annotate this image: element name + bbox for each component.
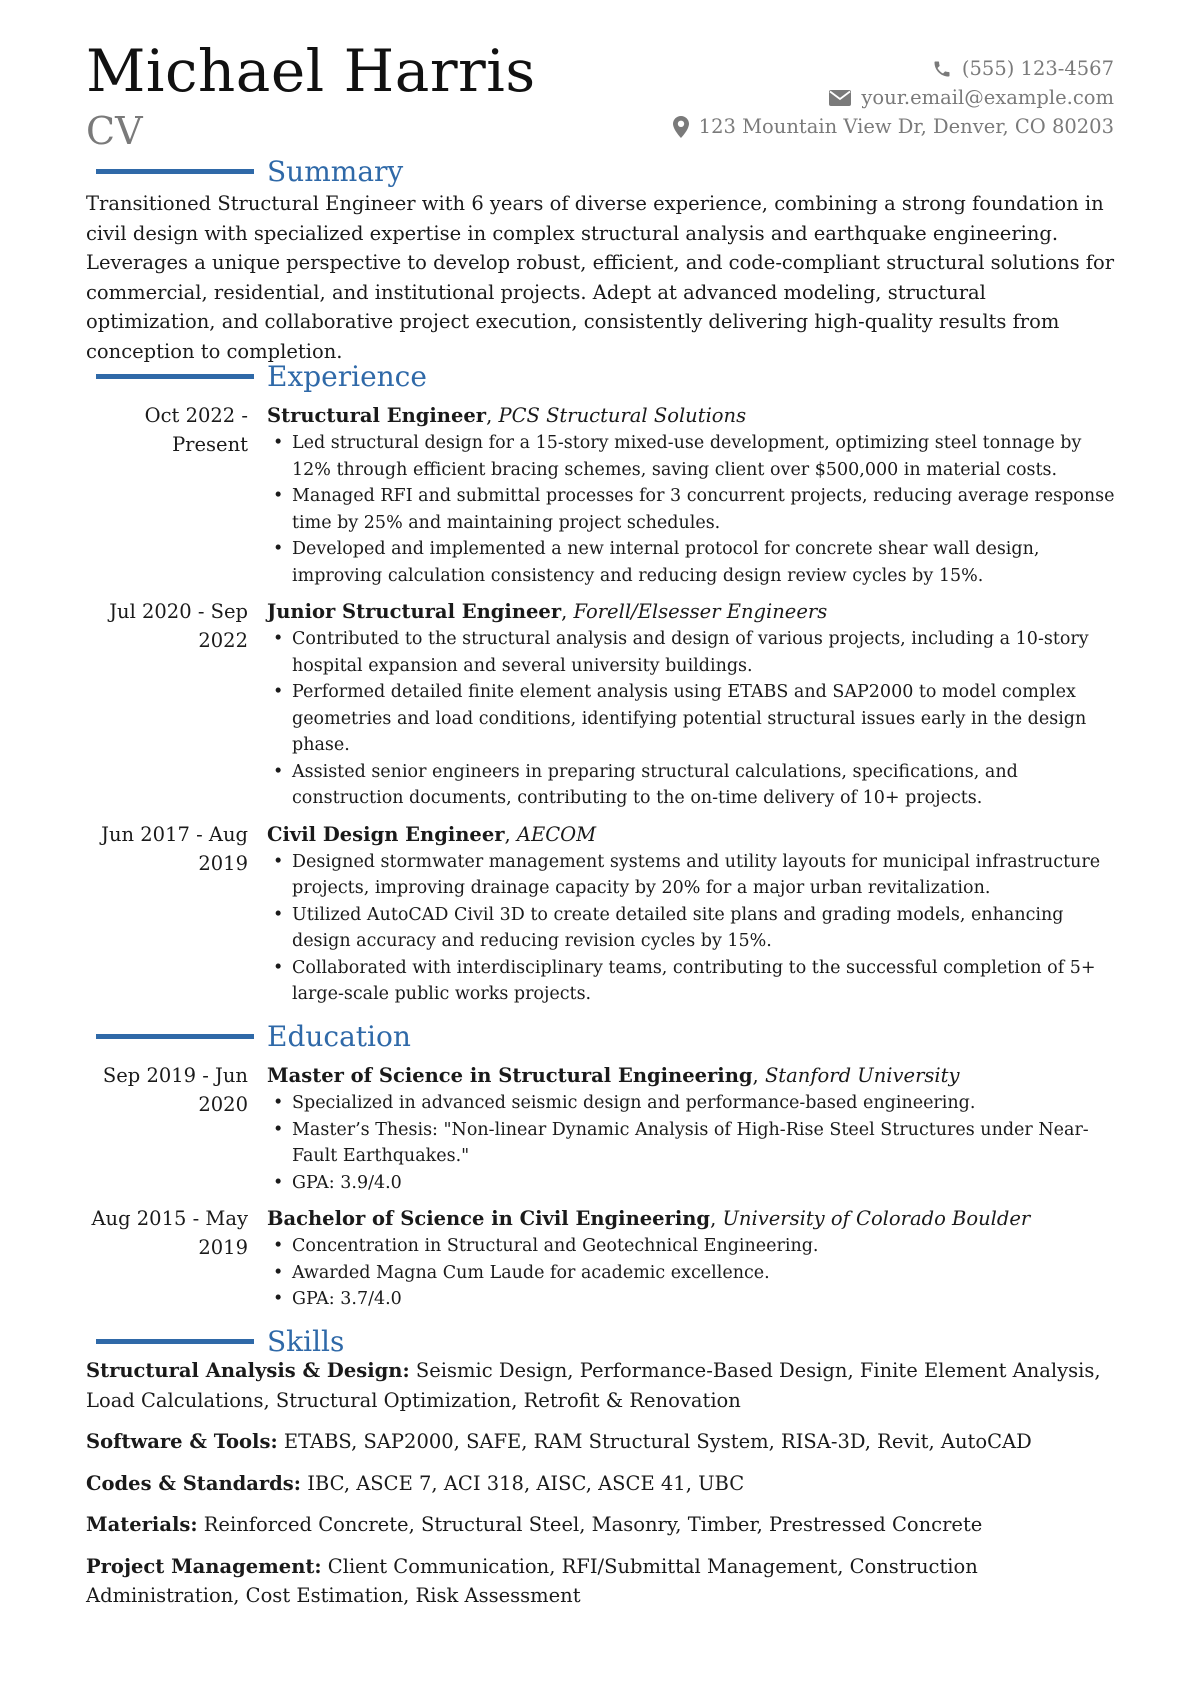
contact-email-row — [673, 83, 1114, 112]
bullet-text: Led structural design for a 15-story mixed-use development, optimizing steel tonnage by 12% through efficient bracing schemes, saving client over $500,000 in material costs. — [292, 433, 1082, 480]
bullet-dot-icon: • — [273, 1119, 284, 1140]
skill-items: Seismic Design, Performance-Based Design, Finite Element Analysis, Load Calculations, Structural Optimization, Retrofit & Renovation — [86, 1359, 1101, 1412]
entry-title: Bachelor of Science in Civil Engineering — [267, 1207, 711, 1230]
skill-items: Reinforced Concrete, Structural Steel, Masonry, Timber, Prestressed Concrete — [203, 1513, 983, 1536]
document-subtitle: CV — [86, 109, 143, 153]
section-title: Experience — [267, 360, 427, 393]
skills-section — [86, 1325, 1116, 1623]
bullet-text: GPA: 3.7/4.0 — [292, 1289, 402, 1309]
bullet-item — [267, 759, 1116, 812]
bullet-item — [267, 1117, 1116, 1170]
summary-section — [86, 155, 1116, 366]
bullet-text: Contributed to the structural analysis and design of various projects, including a 10-story hospital expansion and several university buildings. — [292, 629, 1089, 676]
email-link[interactable]: your.email@example.com — [861, 86, 1114, 109]
map-marker-icon — [673, 116, 689, 138]
skill-group — [86, 1510, 1116, 1540]
education-entry — [86, 1061, 1116, 1196]
entry-date: Jun 2017 - Aug 2019 — [101, 822, 248, 875]
bullet-list — [267, 1233, 1116, 1313]
bullet-item — [267, 849, 1116, 902]
candidate-name: Michael Harris — [86, 37, 536, 105]
skill-items: IBC, ASCE 7, ACI 318, AISC, ASCE 41, UBC — [307, 1471, 745, 1495]
education-section — [86, 1020, 1116, 1313]
skill-items: ETABS, SAP2000, SAFE, RAM Structural System, RISA-3D, Revit, AutoCAD — [283, 1430, 1032, 1453]
bullet-item — [267, 536, 1116, 589]
bullet-text: Specialized in advanced seismic design and performance-based engineering. — [292, 1093, 976, 1113]
bullet-dot-icon: • — [273, 957, 284, 978]
summary-text: Transitioned Structural Engineer with 6 years of diverse experience, combining a strong foundation in civil design with specialized expertise in complex structural analysis and earthquake engineering. Leverages a unique perspective to develop robust, efficient, and code-compliant structural solutions for commercial, residential, and institutional projects. Adept at advanced modeling, structural optimization, and collaborative project execution, consistently delivering high-quality results from conception to completion. — [86, 192, 1115, 363]
bullet-dot-icon: • — [273, 1289, 284, 1309]
bullet-item — [267, 1170, 1116, 1197]
bullet-item — [267, 1260, 1116, 1287]
section-title: Skills — [267, 1325, 345, 1358]
section-accent-bar — [96, 374, 254, 379]
bullet-dot-icon: • — [273, 539, 284, 559]
entry-body — [267, 401, 1116, 589]
skill-label: Structural Analysis & Design: — [86, 1359, 410, 1382]
section-header — [86, 360, 1116, 394]
bullet-list — [267, 849, 1116, 1008]
entry-title: Junior Structural Engineer — [267, 600, 562, 623]
bullet-dot-icon: • — [273, 1093, 284, 1113]
bullet-text: Developed and implemented a new internal protocol for concrete shear wall design, improving calculation consistency and reducing design review cycles by 15%. — [292, 539, 1040, 586]
education-entry — [86, 1204, 1116, 1313]
bullet-item — [267, 1286, 1116, 1313]
skills-list — [86, 1356, 1116, 1611]
bullet-item — [267, 430, 1116, 483]
section-header — [86, 1020, 1116, 1054]
bullet-list — [267, 626, 1116, 812]
section-title: Summary — [267, 155, 404, 188]
bullet-text: Collaborated with interdisciplinary teams, contributing to the successful completion of 5+ large-scale public works projects. — [292, 957, 1096, 1004]
bullet-text: Managed RFI and submittal processes for 3 concurrent projects, reducing average response time by 25% and maintaining project schedules. — [292, 486, 1115, 533]
bullet-item — [267, 483, 1116, 536]
entry-body — [267, 820, 1116, 1008]
skill-group — [86, 1356, 1116, 1415]
phone-icon — [932, 59, 952, 79]
skill-group — [86, 1427, 1116, 1457]
section-accent-bar — [96, 169, 254, 174]
entry-heading: Master of Science in Structural Engineering, Stanford University — [267, 1064, 960, 1087]
skill-items: Client Communication, RFI/Submittal Management, Construction Administration, Cost Estimation, Risk Assessment — [86, 1554, 978, 1607]
bullet-item — [267, 1233, 1116, 1260]
bullet-dot-icon: • — [273, 433, 284, 453]
entry-heading: Bachelor of Science in Civil Engineering, University of Colorado Boulder — [267, 1207, 1031, 1230]
bullet-text: Performed detailed finite element analysis using ETABS and SAP2000 to model complex geometries and load conditions, identifying potential structural issues early in the design phase. — [292, 682, 1087, 755]
entry-body — [267, 1061, 1116, 1196]
bullet-list — [267, 430, 1116, 589]
skill-label: Software & Tools: — [86, 1430, 278, 1453]
bullet-dot-icon: • — [273, 486, 284, 506]
experience-list — [86, 401, 1116, 1008]
entry-date: Oct 2022 - Present — [144, 404, 248, 456]
skill-group — [86, 1552, 1116, 1611]
section-accent-bar — [96, 1339, 254, 1344]
section-header — [86, 155, 1116, 189]
education-list — [86, 1061, 1116, 1313]
entry-title: Structural Engineer — [267, 404, 487, 427]
entry-date: Aug 2015 - May 2019 — [91, 1207, 248, 1259]
bullet-dot-icon: • — [273, 682, 284, 702]
experience-entry — [86, 820, 1116, 1008]
bullet-item — [267, 955, 1116, 1008]
envelope-icon — [829, 90, 851, 106]
skill-label: Codes & Standards: — [86, 1471, 301, 1495]
entry-heading: Structural Engineer, PCS Structural Solutions — [267, 404, 747, 427]
section-title: Education — [267, 1020, 411, 1053]
skill-label: Project Management: — [86, 1554, 322, 1578]
contact-phone-row — [673, 54, 1114, 83]
entry-organization: PCS Structural Solutions — [498, 404, 747, 427]
bullet-dot-icon: • — [273, 1262, 284, 1283]
bullet-item — [267, 679, 1116, 759]
entry-heading: Junior Structural Engineer, Forell/Elsesser Engineers — [267, 600, 828, 623]
experience-entry — [86, 597, 1116, 812]
bullet-item — [267, 1090, 1116, 1117]
experience-section — [86, 360, 1116, 1008]
skill-group — [86, 1469, 1116, 1499]
entry-title: Master of Science in Structural Engineering — [267, 1064, 753, 1087]
entry-heading: Civil Design Engineer, AECOM — [267, 822, 597, 846]
bullet-text: Master’s Thesis: "Non-linear Dynamic Analysis of High-Rise Steel Structures under Near-Fault Earthquakes." — [292, 1119, 1089, 1166]
entry-title: Civil Design Engineer — [267, 822, 505, 846]
entry-date: Jul 2020 - Sep 2022 — [109, 600, 248, 652]
bullet-dot-icon: • — [273, 1236, 284, 1256]
skill-label: Materials: — [86, 1513, 198, 1536]
bullet-text: Awarded Magna Cum Laude for academic excellence. — [292, 1262, 770, 1283]
bullet-text: Designed stormwater management systems and utility layouts for municipal infrastructure projects, improving drainage capacity by 20% for a major urban revitalization. — [292, 851, 1101, 898]
bullet-text: GPA: 3.9/4.0 — [292, 1172, 402, 1193]
bullet-text: Assisted senior engineers in preparing structural calculations, specifications, and construction documents, contributing to the on-time delivery of 10+ projects. — [292, 761, 1018, 808]
bullet-dot-icon: • — [273, 904, 284, 925]
bullet-dot-icon: • — [273, 1172, 284, 1193]
address-text: 123 Mountain View Dr, Denver, CO 80203 — [698, 115, 1114, 138]
bullet-dot-icon: • — [273, 761, 284, 782]
bullet-item — [267, 902, 1116, 955]
bullet-dot-icon: • — [273, 851, 284, 872]
entry-body — [267, 597, 1116, 812]
bullet-text: Utilized AutoCAD Civil 3D to create detailed site plans and grading models, enhancing design accuracy and reducing revision cycles by 15%. — [292, 904, 1064, 951]
entry-organization: Forell/Elsesser Engineers — [573, 600, 828, 623]
contact-address-row — [673, 112, 1114, 141]
phone-number: (555) 123-4567 — [961, 57, 1114, 80]
experience-entry — [86, 401, 1116, 589]
bullet-list — [267, 1090, 1116, 1196]
entry-date: Sep 2019 - Jun 2020 — [102, 1064, 248, 1116]
bullet-text: Concentration in Structural and Geotechnical Engineering. — [292, 1236, 819, 1256]
entry-organization: Stanford University — [764, 1064, 960, 1087]
bullet-item — [267, 626, 1116, 679]
entry-organization: University of Colorado Boulder — [722, 1207, 1031, 1230]
section-header — [86, 1325, 1116, 1359]
bullet-dot-icon: • — [273, 629, 284, 649]
contact-block — [673, 54, 1114, 141]
entry-body — [267, 1204, 1116, 1313]
section-accent-bar — [96, 1034, 254, 1039]
entry-organization: AECOM — [516, 822, 597, 846]
